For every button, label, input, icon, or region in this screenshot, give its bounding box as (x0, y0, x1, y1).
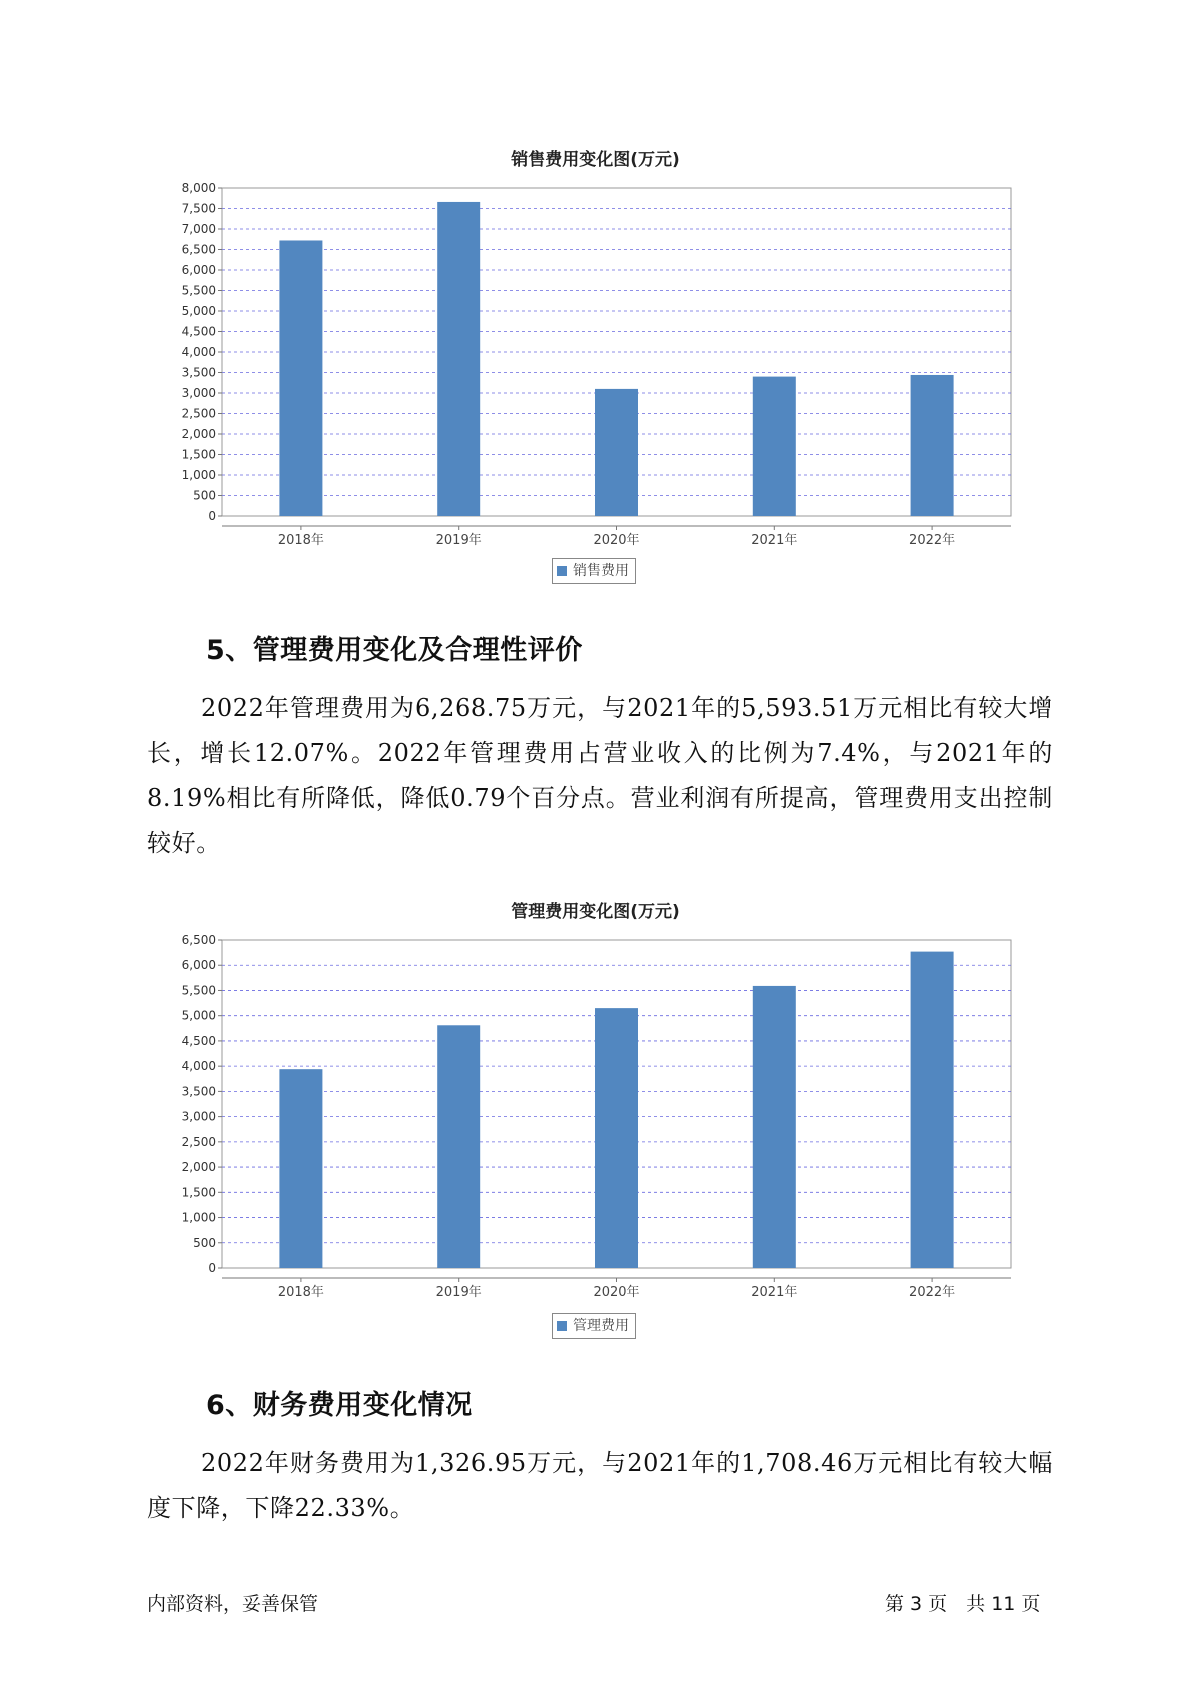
y-tick-label: 1,000 (181, 1210, 216, 1225)
y-tick-label: 500 (193, 1235, 216, 1250)
legend-swatch (557, 1321, 567, 1331)
y-tick-label: 8,000 (181, 181, 216, 195)
x-tick-label: 2021年 (751, 533, 798, 548)
bar-2019年 (437, 1025, 480, 1268)
x-tick-label: 2019年 (435, 533, 482, 548)
bar-2022年 (911, 375, 954, 516)
legend-label: 管理费用 (573, 1318, 629, 1334)
y-tick-label: 3,500 (181, 365, 216, 380)
y-tick-label: 2,000 (181, 1160, 216, 1175)
y-tick-label: 1,500 (181, 1185, 216, 1200)
y-tick-label: 7,000 (181, 222, 216, 236)
y-tick-label: 6,000 (181, 958, 216, 973)
y-tick-label: 0 (208, 1261, 216, 1275)
x-tick-label: 2022年 (909, 1285, 956, 1300)
bar-2021年 (753, 986, 796, 1268)
x-tick-label: 2019年 (435, 1285, 482, 1300)
y-tick-label: 2,500 (181, 1134, 216, 1149)
legend-swatch (557, 566, 567, 576)
footer-page-number: 第 3 页 共 11 页 (885, 1593, 1041, 1615)
y-tick-label: 2,500 (181, 406, 216, 421)
y-tick-label: 4,500 (181, 1033, 216, 1048)
y-tick-label: 4,500 (181, 324, 216, 339)
y-tick-label: 500 (193, 488, 216, 503)
sales-expense-chart (0, 160, 1191, 560)
bar-2021年 (753, 377, 796, 516)
admin-chart-title: 管理费用变化图(万元) (511, 902, 680, 922)
bar-2022年 (911, 952, 954, 1268)
y-tick-label: 6,000 (181, 263, 216, 277)
y-tick-label: 4,000 (181, 345, 216, 359)
x-tick-label: 2022年 (909, 533, 956, 548)
admin-chart-legend (552, 1313, 636, 1339)
section-heading-admin: 5、管理费用变化及合理性评价 (206, 635, 583, 666)
y-tick-label: 5,500 (181, 283, 216, 298)
x-tick-label: 2018年 (277, 1285, 324, 1300)
y-tick-label: 6,500 (181, 242, 216, 257)
paragraph-admin: 2022年管理费用为6,268.75万元，与2021年的5,593.51万元相比有较大增长，增长12.07%。2022年管理费用占营业收入的比例为7.4%，与2021年的8.19%相比有所降低，降低0.79个百分点。营业利润有所提高，管理费用支出控制较好。 (147, 694, 1053, 857)
bar-2020年 (595, 1008, 638, 1268)
y-tick-label: 1,000 (181, 468, 216, 482)
y-tick-label: 1,500 (181, 447, 216, 462)
x-tick-label: 2020年 (593, 533, 640, 548)
x-tick-label: 2020年 (593, 1285, 640, 1300)
paragraph-finance: 2022年财务费用为1,326.95万元，与2021年的1,708.46万元相比有较大幅度下降，下降22.33%。 (147, 1449, 1053, 1522)
y-tick-label: 2,000 (181, 427, 216, 441)
footer-confidential-note: 内部资料，妥善保管 (147, 1593, 319, 1615)
y-tick-label: 5,000 (181, 304, 216, 318)
y-tick-label: 3,500 (181, 1084, 216, 1099)
y-tick-label: 0 (208, 509, 216, 523)
sales-chart-legend (552, 558, 636, 584)
admin-expense-chart (0, 912, 1191, 1312)
x-tick-label: 2021年 (751, 1285, 798, 1300)
bar-2020年 (595, 389, 638, 516)
y-tick-label: 5,500 (181, 983, 216, 998)
y-tick-label: 6,500 (181, 933, 216, 947)
section-heading-finance: 6、财务费用变化情况 (206, 1390, 473, 1421)
legend-label: 销售费用 (573, 563, 629, 579)
sales-chart-title: 销售费用变化图(万元) (511, 150, 680, 170)
bar-2019年 (437, 202, 480, 516)
y-tick-label: 4,000 (181, 1059, 216, 1074)
x-tick-label: 2018年 (277, 533, 324, 548)
y-tick-label: 3,000 (181, 386, 216, 400)
bar-2018年 (279, 240, 322, 516)
y-tick-label: 5,000 (181, 1008, 216, 1023)
y-tick-label: 3,000 (181, 1109, 216, 1124)
y-tick-label: 7,500 (181, 201, 216, 216)
bar-2018年 (279, 1069, 322, 1268)
